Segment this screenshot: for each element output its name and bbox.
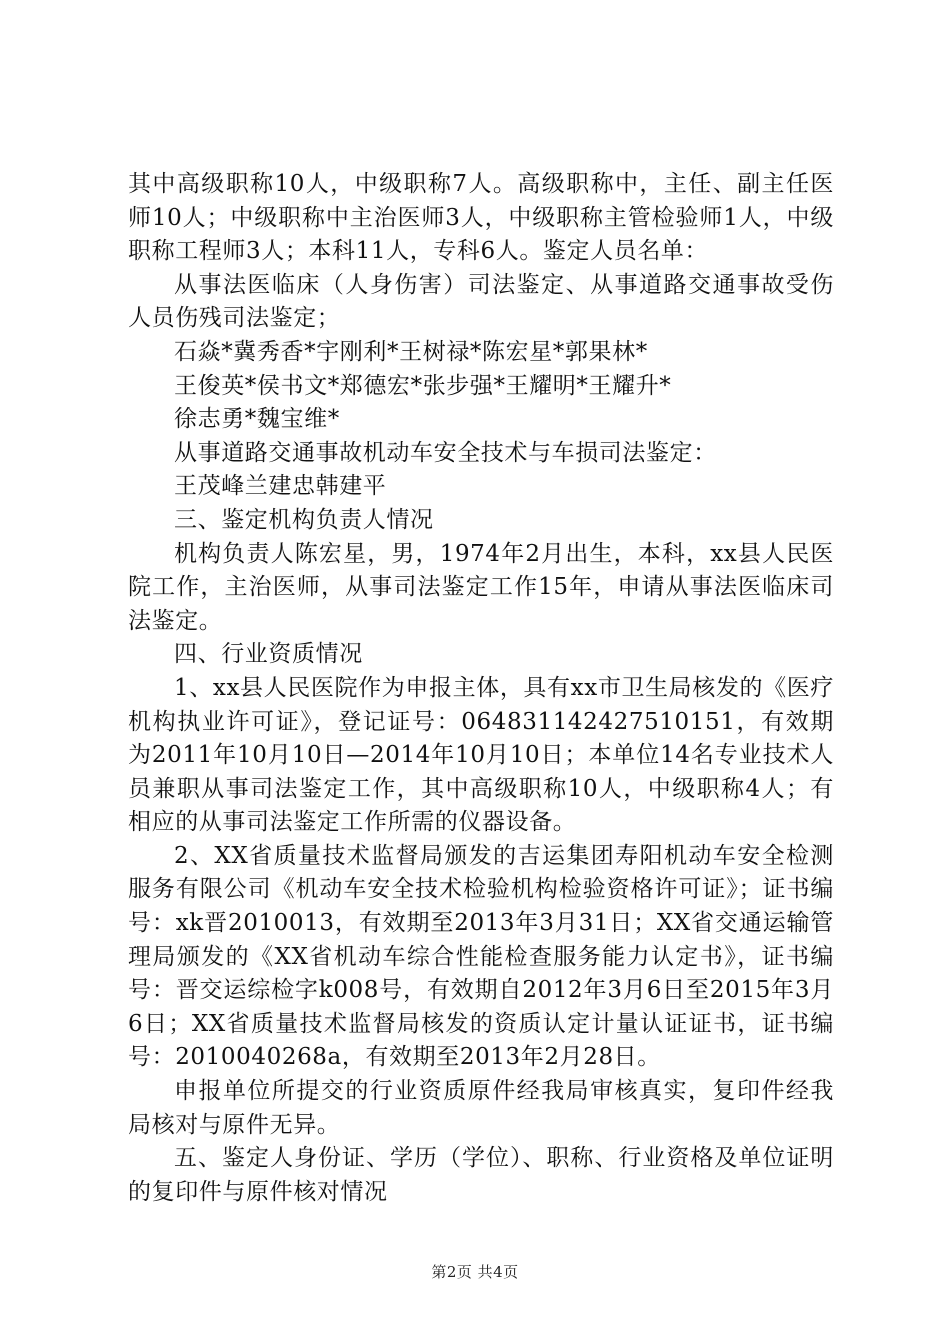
section-heading: 四、行业资质情况: [174, 641, 363, 668]
document-body: [128, 168, 834, 1209]
paragraph: 徐志勇*魏宝维*: [174, 406, 340, 433]
section-heading: 三、鉴定机构负责人情况: [174, 506, 434, 533]
section-heading: 五、鉴定人身份证、学历（学位）、职称、行业资格及单位证明的复印件与原件核对情况: [128, 1145, 834, 1205]
paragraph: 从事道路交通事故机动车安全技术与车损司法鉴定：: [174, 439, 717, 466]
paragraph: 2、XX省质量技术监督局颁发的吉运集团寿阳机动车安全检测服务有限公司《机动车安全技术检验机构检验资格许可证》；证书编号：xk晋2010013，有效期至2013年3月31日；XX省交通运输管理局颁发的《XX省机动车综合性能检查服务能力认定书》，证书编号：晋交运综检字k008号，有效期自2012年3月6日至2015年3月6日；XX省质量技术监督局核发的资质认定计量认证证书，证书编号：2010040268a，有效期至2013年2月28日。: [128, 842, 834, 1071]
paragraph: 从事法医临床（人身伤害）司法鉴定、从事道路交通事故受伤人员伤残司法鉴定；: [128, 271, 834, 332]
paragraph: 申报单位所提交的行业资质原件经我局审核真实，复印件经我局核对与原件无异。: [128, 1078, 834, 1138]
paragraph: 王俊英*侯书文*郑德宏*张步强*王耀明*王耀升*: [174, 372, 672, 399]
paragraph: 其中高级职称10人，中级职称7人。高级职称中，主任、副主任医师10人；中级职称中主治医师3人，中级职称主管检验师1人，中级职称工程师3人；本科11人，专科6人。鉴定人员名单：: [128, 171, 834, 265]
paragraph: 王茂峰兰建忠韩建平: [174, 473, 387, 500]
page-number-footer: 第2页 共4页: [431, 1263, 519, 1281]
paragraph: 1、xx县人民医院作为申报主体，具有xx市卫生局核发的《医疗机构执业许可证》，登记证号：064831142427510151，有效期为2011年10月10日—2014年10月10日；本单位14名专业技术人员兼职从事司法鉴定工作，其中高级职称10人，中级职称4人；有相应的从事司法鉴定工作所需的仪器设备。: [128, 674, 834, 836]
paragraph: 石焱*冀秀香*宇刚利*王树禄*陈宏星*郭果林*: [174, 338, 648, 365]
paragraph: 机构负责人陈宏星，男，1974年2月出生，本科，xx县人民医院工作，主治医师，从事司法鉴定工作15年，申请从事法医临床司法鉴定。: [128, 540, 834, 634]
